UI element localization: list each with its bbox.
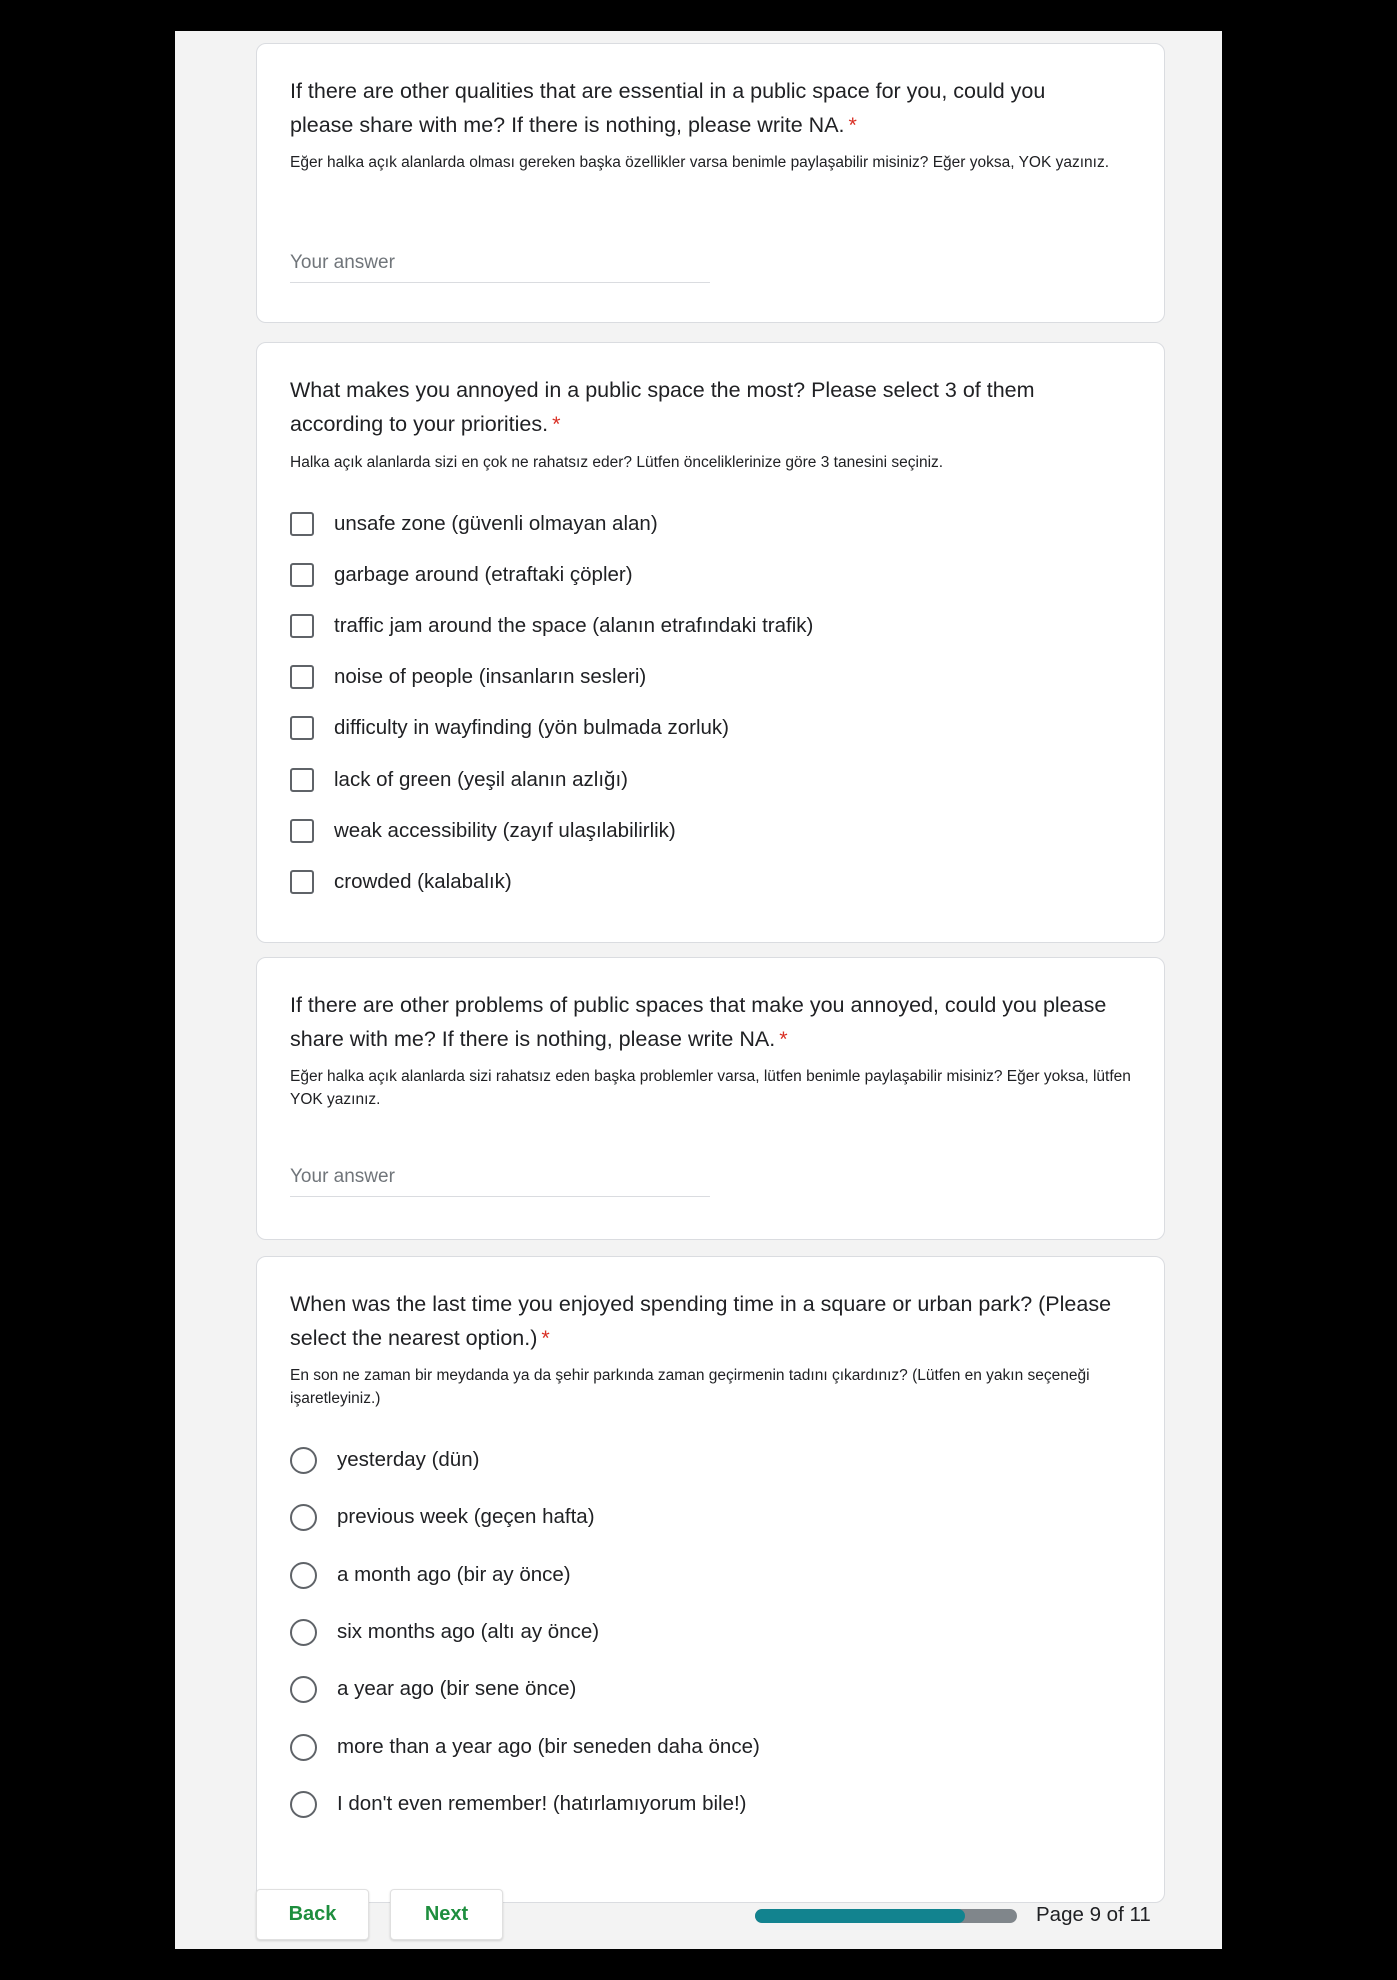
question-card-annoyances <box>256 342 1165 943</box>
checkbox[interactable] <box>290 870 314 894</box>
option-label: more than a year ago (bir seneden daha önce) <box>337 1735 760 1758</box>
radio-button[interactable] <box>290 1504 317 1531</box>
radio-option[interactable] <box>290 1555 571 1595</box>
checkbox-option[interactable] <box>290 504 658 544</box>
question-card-other-qualities <box>256 43 1165 323</box>
option-label: crowded (kalabalık) <box>334 870 512 893</box>
checkbox[interactable] <box>290 768 314 792</box>
option-label: traffic jam around the space (alanın etrafındaki trafik) <box>334 614 814 637</box>
question-description: En son ne zaman bir meydanda ya da şehir parkında zaman geçirmenin tadını çıkardınız? (Lütfen en yakın seçeneği işaretleyiniz.) <box>290 1367 1090 1407</box>
question-description: Eğer halka açık alanlarda sizi rahatsız eden başka problemler varsa, lütfen benimle paylaşabilir misiniz? Eğer yoksa, lütfen YOK yazınız. <box>290 1068 1131 1108</box>
question-card-last-park-visit <box>256 1256 1165 1903</box>
option-label: a year ago (bir sene önce) <box>337 1677 577 1700</box>
radio-option[interactable] <box>290 1440 479 1480</box>
option-label: garbage around (etraftaki çöpler) <box>334 563 633 586</box>
radio-button[interactable] <box>290 1447 317 1474</box>
radio-option[interactable] <box>290 1497 595 1537</box>
radio-button[interactable] <box>290 1676 317 1703</box>
question-title-text: If there are other problems of public spaces that make you annoyed, could you please share with me? If there is nothing, please write NA. <box>290 993 1107 1051</box>
option-label: unsafe zone (güvenli olmayan alan) <box>334 512 658 535</box>
checkbox-option[interactable] <box>290 708 729 748</box>
page-indicator: Page 9 of 11 <box>1036 1903 1151 1926</box>
form-page <box>175 31 1222 1949</box>
required-asterisk: * <box>552 412 561 436</box>
question-description: Eğer halka açık alanlarda olması gereken başka özellikler varsa benimle paylaşabilir misiniz? Eğer yoksa, YOK yazınız. <box>290 154 1110 171</box>
checkbox-option[interactable] <box>290 862 512 902</box>
question-title <box>290 1287 1114 1355</box>
required-asterisk: * <box>541 1326 550 1350</box>
checkbox-option[interactable] <box>290 657 646 697</box>
radio-button[interactable] <box>290 1562 317 1589</box>
checkbox[interactable] <box>290 614 314 638</box>
radio-option[interactable] <box>290 1612 599 1652</box>
option-label: yesterday (dün) <box>337 1448 480 1471</box>
radio-option[interactable] <box>290 1727 760 1767</box>
option-label: previous week (geçen hafta) <box>337 1505 595 1528</box>
radio-option[interactable] <box>290 1784 747 1824</box>
question-title-text: What makes you annoyed in a public space the most? Please select 3 of them according to your priorities. <box>290 378 1035 436</box>
question-title <box>290 373 1114 441</box>
question-description: Halka açık alanlarda sizi en çok ne rahatsız eder? Lütfen önceliklerinize göre 3 tanesini seçiniz. <box>290 454 944 471</box>
checkbox[interactable] <box>290 563 314 587</box>
option-label: lack of green (yeşil alanın azlığı) <box>334 768 628 791</box>
option-label: weak accessibility (zayıf ulaşılabilirlik) <box>334 819 676 842</box>
radio-button[interactable] <box>290 1619 317 1646</box>
checkbox[interactable] <box>290 716 314 740</box>
option-label: noise of people (insanların sesleri) <box>334 665 647 688</box>
checkbox-option[interactable] <box>290 555 633 595</box>
option-label: a month ago (bir ay önce) <box>337 1563 571 1586</box>
back-button[interactable]: Back <box>256 1889 369 1940</box>
question-title <box>290 988 1114 1056</box>
option-label: difficulty in wayfinding (yön bulmada zorluk) <box>334 716 730 739</box>
checkbox[interactable] <box>290 512 314 536</box>
checkbox[interactable] <box>290 819 314 843</box>
question-card-other-problems <box>256 957 1165 1240</box>
progress-bar <box>755 1909 1017 1923</box>
answer-input[interactable] <box>290 1158 710 1197</box>
checkbox-option[interactable] <box>290 760 628 800</box>
question-title-text: When was the last time you enjoyed spending time in a square or urban park? (Please select the nearest option.) <box>290 1292 1112 1350</box>
next-button[interactable]: Next <box>390 1889 503 1940</box>
question-title-text: If there are other qualities that are essential in a public space for you, could you please share with me? If there is nothing, please write NA. <box>290 79 1046 137</box>
progress-bar-fill <box>755 1909 965 1923</box>
option-label: six months ago (altı ay önce) <box>337 1620 600 1643</box>
option-label: I don't even remember! (hatırlamıyorum bile!) <box>337 1792 747 1815</box>
radio-button[interactable] <box>290 1791 317 1818</box>
required-asterisk: * <box>779 1027 788 1051</box>
required-asterisk: * <box>848 113 857 137</box>
answer-input[interactable] <box>290 244 710 283</box>
question-title <box>290 74 1114 142</box>
radio-option[interactable] <box>290 1669 576 1709</box>
checkbox-option[interactable] <box>290 811 676 851</box>
radio-button[interactable] <box>290 1734 317 1761</box>
checkbox[interactable] <box>290 665 314 689</box>
checkbox-option[interactable] <box>290 606 813 646</box>
